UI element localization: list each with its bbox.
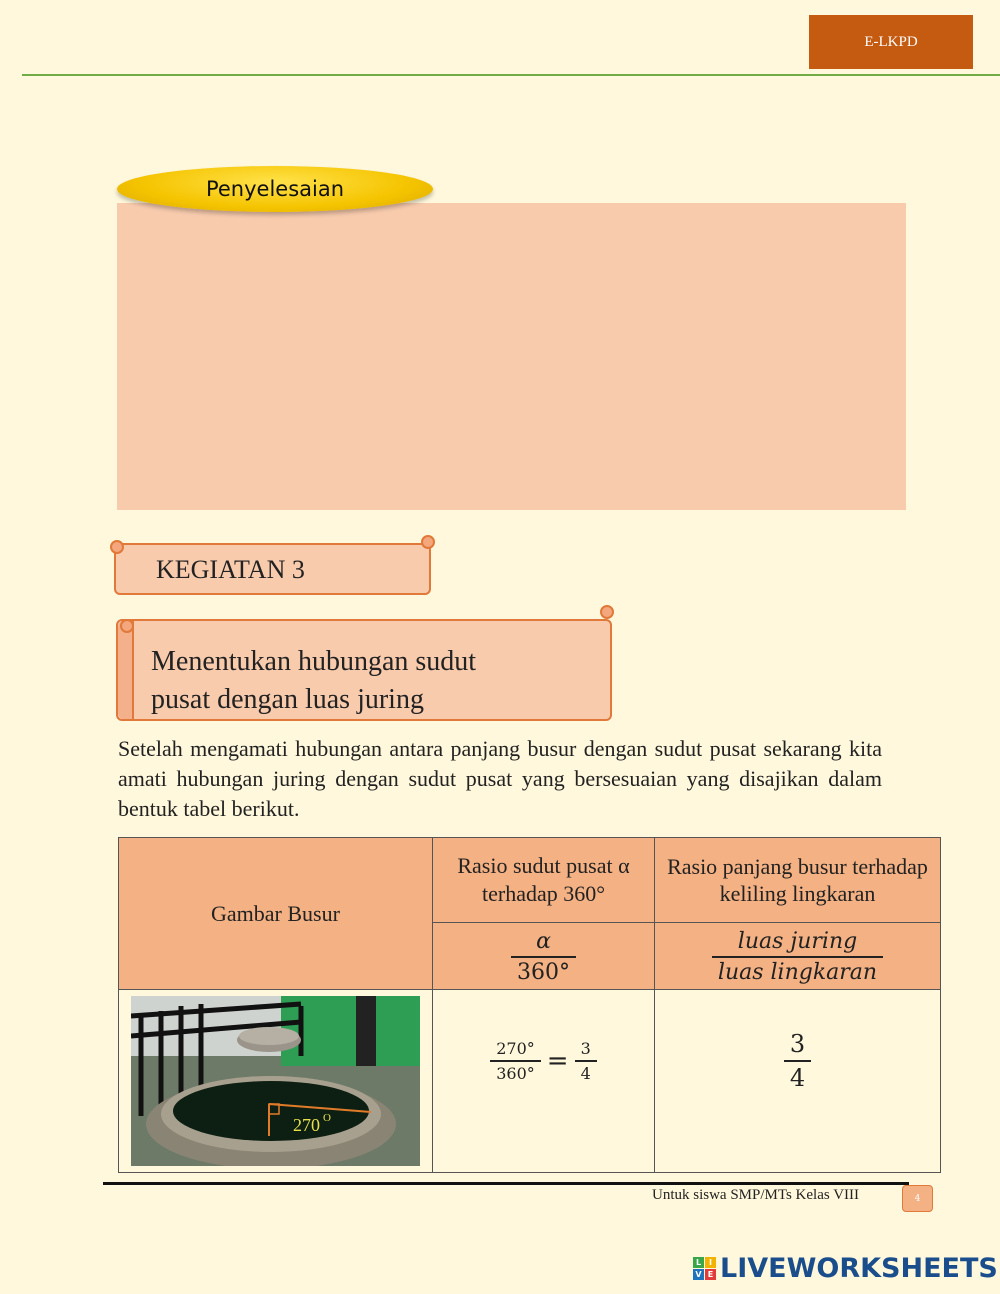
formula-angle-num: α <box>536 928 551 954</box>
answer-area[interactable] <box>117 203 906 510</box>
brand-cube-letter: L <box>693 1257 704 1268</box>
simplified-den: 4 <box>575 1060 597 1083</box>
page-number: 4 <box>902 1185 933 1212</box>
scroll-curl-icon <box>110 540 124 554</box>
topic-banner <box>116 619 612 721</box>
scroll-curl-icon <box>421 535 435 549</box>
well-photo <box>131 996 420 1166</box>
scroll-curl-icon <box>600 605 614 619</box>
activity-banner <box>114 543 431 595</box>
col-header-image: Gambar Busur <box>119 838 433 990</box>
topic-title <box>151 643 476 719</box>
ratio-num: 270° <box>496 1039 535 1058</box>
brand-cube-letter: I <box>705 1257 716 1268</box>
col-header-arc-ratio: Rasio panjang busur terhadap keliling lingkaran <box>655 838 941 923</box>
scroll-roll <box>118 621 134 719</box>
header-tab: E-LKPD <box>809 15 973 69</box>
col-header-angle-ratio: Rasio sudut pusat α terhadap 360° <box>433 838 655 923</box>
brand-name: LIVEWORKSHEETS <box>720 1253 998 1284</box>
formula-angle-den: 360° <box>511 956 576 985</box>
topic-line-2: pusat dengan luas juring <box>151 684 424 715</box>
formula-area <box>655 923 941 990</box>
brand-cube-icon <box>693 1257 716 1280</box>
ratio-den: 360° <box>490 1060 541 1083</box>
area-ratio-cell <box>655 990 941 1173</box>
brand-logo <box>693 1253 998 1284</box>
photo-cell <box>119 990 433 1173</box>
activity-title: KEGIATAN 3 <box>156 555 305 584</box>
area-den: 4 <box>784 1060 811 1092</box>
brand-cube-letter: E <box>705 1269 716 1280</box>
angle-ratio-cell <box>433 990 655 1173</box>
angle-label: 270 <box>293 1115 320 1135</box>
formula-area-den: luas lingkaran <box>712 956 883 985</box>
intro-paragraph: Setelah mengamati hubungan antara panjang busur dengan sudut pusat sekarang kita amati hubungan juring dengan sudut pusat yang bersesuaian yang disajikan dalam bentuk tabel berikut. <box>118 736 882 821</box>
equals-sign: = <box>546 1046 569 1076</box>
footer-text: Untuk siswa SMP/MTs Kelas VIII <box>652 1187 860 1203</box>
scroll-curl-icon <box>120 619 134 633</box>
topic-line-1: Menentukan hubungan sudut <box>151 646 477 677</box>
well-illustration <box>131 996 420 1166</box>
solution-label: Penyelesaian <box>117 166 433 212</box>
ratio-table <box>118 837 941 1173</box>
brand-cube-letter: V <box>693 1269 704 1280</box>
footer-divider <box>103 1182 909 1185</box>
formula-area-num: luas juring <box>737 928 858 954</box>
formula-angle <box>433 923 655 990</box>
simplified-num: 3 <box>580 1039 591 1058</box>
header-divider <box>22 74 1000 76</box>
area-num: 3 <box>789 1030 806 1058</box>
angle-label-sup: O <box>323 1112 331 1124</box>
